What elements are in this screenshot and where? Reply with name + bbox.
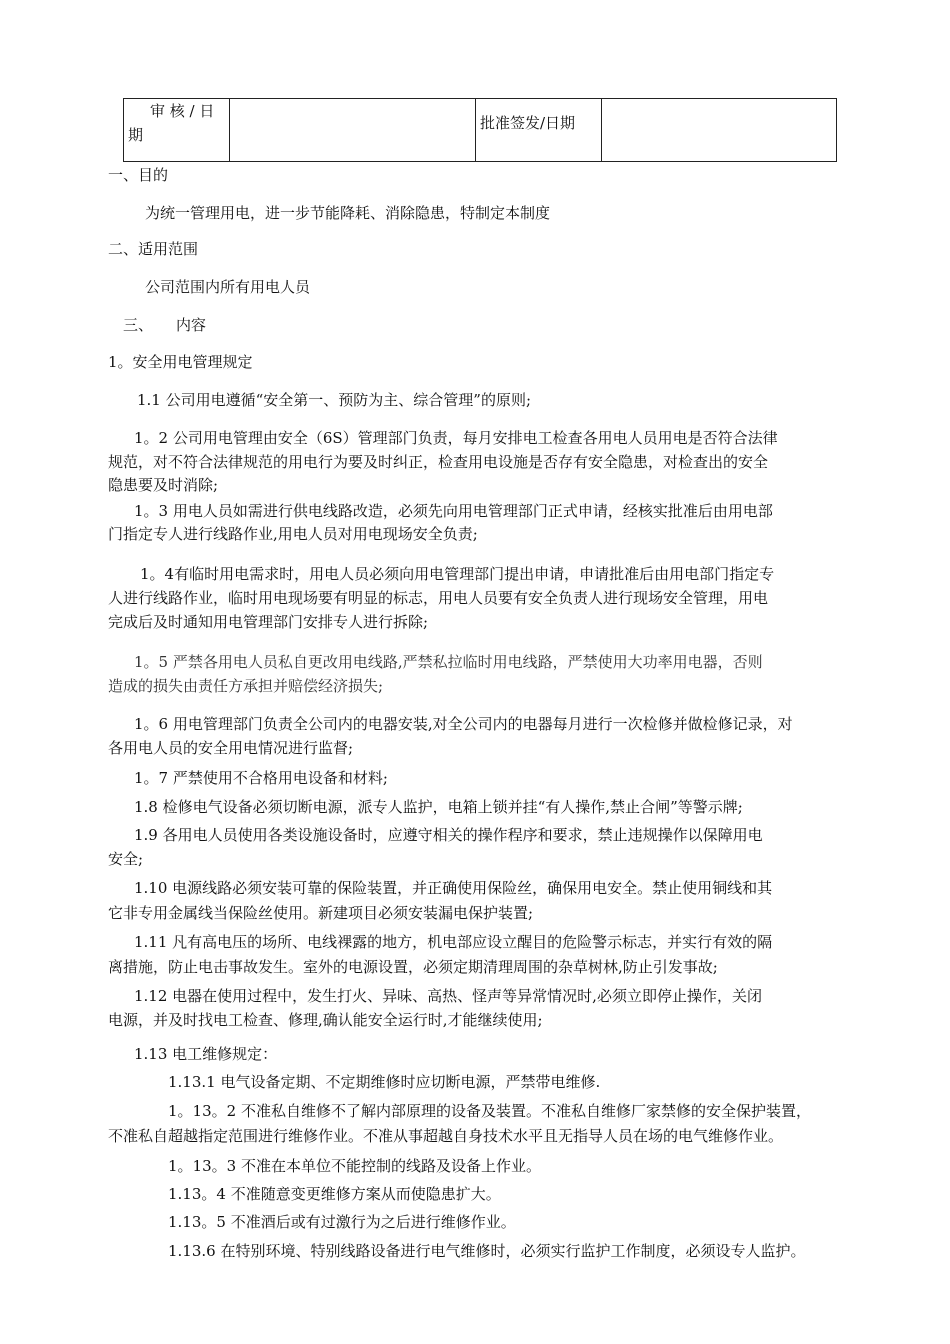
rule-1-13-3: 1。13。3 不准在本单位不能控制的线路及设备上作业。 (168, 1157, 541, 1175)
rule-1-4-line3: 完成后及时通知用电管理部门安排专人进行拆除; (108, 613, 429, 631)
rule-1-12-line1: 1.12 电器在使用过程中，发生打火、异味、高热、怪声等异常情况时,必须立即停止操作，关闭 (134, 987, 762, 1005)
purpose-heading: 一、目的 (108, 166, 169, 184)
rule-1-13-5: 1.13。5 不准酒后或有过激行为之后进行维修作业。 (168, 1213, 516, 1231)
rule-1-13-6: 1.13.6 在特别环境、特别线路设备进行电气维修时，必须实行监护工作制度，必须设专人监护。 (168, 1242, 806, 1260)
approve-date-label-cell: 批准签发/日期 (476, 99, 602, 162)
rule-1-5-line2: 造成的损失由责任方承担并赔偿经济损失; (108, 677, 384, 695)
rule-1-3-line1: 1。3 用电人员如需进行供电线路改造，必须先向用电管理部门正式申请，经核实批准后由用电部 (134, 502, 773, 520)
approval-table (123, 98, 837, 162)
review-date-label-cell (124, 99, 230, 162)
rule-1-10-line2: 它非专用金属线当保险丝使用。新建项目必须安装漏电保护装置; (108, 904, 534, 922)
rule-1-13-1: 1.13.1 电气设备定期、不定期维修时应切断电源，严禁带电维修. (168, 1073, 601, 1091)
rule-1-13-4: 1.13。4 不准随意变更维修方案从而使隐患扩大。 (168, 1185, 501, 1203)
rule-1-4-line2: 人进行线路作业，临时用电现场要有明显的标志，用电人员要有安全负责人进行现场安全管理，用电 (108, 589, 769, 607)
rule-1-2-line3: 隐患要及时消除; (108, 476, 219, 494)
rule-1-3-line2: 门指定专人进行线路作业,用电人员对用电现场安全负责; (108, 525, 478, 543)
approve-date-value-cell (602, 99, 837, 162)
rule-1-10-line1: 1.10 电源线路必须安装可靠的保险装置，并正确使用保险丝，确保用电安全。禁止使用铜线和其 (134, 879, 773, 897)
rule-1-8: 1.8 检修电气设备必须切断电源，派专人监护，电箱上锁并挂“有人操作,禁止合闸”等警示牌; (134, 798, 743, 816)
rule-1-13-2-line2: 不准私自超越指定范围进行维修作业。不准从事超越自身技术水平且无指导人员在场的电气维修作业。 (108, 1127, 784, 1145)
rule-1-6-line1: 1。6 用电管理部门负责全公司内的电器安装,对全公司内的电器每月进行一次检修并做检修记录，对 (134, 715, 793, 733)
purpose-text: 为统一管理用电，进一步节能降耗、消除隐患，特制定本制度 (145, 204, 551, 222)
rule-1-6-line2: 各用电人员的安全用电情况进行监督; (108, 739, 354, 757)
rule-1-11-line1: 1.11 凡有高电压的场所、电线裸露的地方，机电部应设立醒目的危险警示标志，并实行有效的隔 (134, 933, 773, 951)
rule-1-13: 1.13 电工维修规定： (134, 1045, 278, 1063)
rule-1-2-line1: 1。2 公司用电管理由安全（6S）管理部门负责，每月安排电工检查各用电人员用电是否符合法律 (134, 429, 778, 447)
rule-1-title: 1。安全用电管理规定 (108, 353, 253, 371)
rule-1-12-line2: 电源，并及时找电工检查、修理,确认能安全运行时,才能继续使用; (108, 1011, 543, 1029)
scope-text: 公司范围内所有用电人员 (145, 278, 311, 296)
review-date-label-line1: 审 核 / 日 (150, 102, 215, 120)
rule-1-2-line2: 规范，对不符合法律规范的用电行为要及时纠正，检查用电设施是否存有安全隐患，对检查出的安全 (108, 453, 769, 471)
rule-1-4-line1: 1。4有临时用电需求时，用电人员必须向用电管理部门提出申请，申请批准后由用电部门指定专 (140, 565, 775, 583)
rule-1-5-line1: 1。5 严禁各用电人员私自更改用电线路,严禁私拉临时用电线路，严禁使用大功率用电器，否则 (134, 653, 763, 671)
rule-1-9-line1: 1.9 各用电人员使用各类设施设备时，应遵守相关的操作程序和要求，禁止违规操作以保障用电 (134, 826, 763, 844)
content-heading-text: 内容 (176, 316, 207, 334)
content-heading-number: 三、 (123, 316, 154, 334)
review-date-label-line2: 期 (128, 126, 144, 144)
rule-1-9-line2: 安全; (108, 850, 144, 868)
review-date-value-cell (230, 99, 476, 162)
rule-1-7: 1。7 严禁使用不合格用电设备和材料; (134, 769, 388, 787)
scope-heading: 二、适用范围 (108, 240, 199, 258)
rule-1-13-2-line1: 1。13。2 不准私自维修不了解内部原理的设备及装置。不准私自维修厂家禁修的安全保护装置， (168, 1102, 811, 1120)
rule-1-1: 1.1 公司用电遵循“安全第一、预防为主、综合管理”的原则; (137, 391, 532, 409)
rule-1-11-line2: 离措施，防止电击事故发生。室外的电源设置，必须定期清理周围的杂草树林,防止引发事故; (108, 958, 718, 976)
